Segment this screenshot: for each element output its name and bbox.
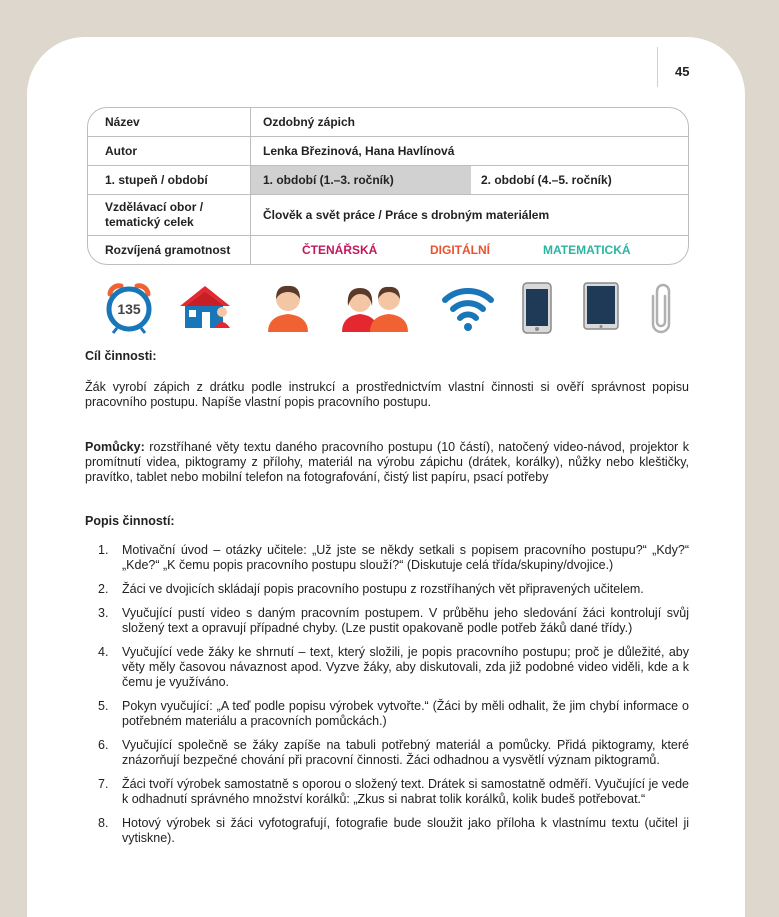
literacy-reading: ČTENÁŘSKÁ [302,243,378,257]
goal-text: Žák vyrobí zápich z drátku podle instrukcí a prostřednictvím vlastní činnosti si ověří správnost popisu pracovního postupu. Napíše vlastní popis pracovního postupu. [85,380,689,409]
activity-steps [96,543,689,855]
list-item [96,699,689,729]
list-item [96,777,689,807]
field-label: Vzdělávací obor / tematický celek [88,195,251,235]
step-text: Vyučující společně se žáky zapíše na tabuli potřebný materiál a pomůcky. Přidá piktogramy, které znázorňují bezpečné chování při pracovní činnosti. Žáci odhadnou a vysvětlí význam piktogramů. [122,738,689,767]
step-number: 8. [98,816,109,830]
page-number: 45 [675,64,690,79]
alarm-clock-icon [104,282,154,334]
step-number: 2. [98,582,109,596]
wifi-icon [442,282,494,334]
aids-paragraph [85,440,689,485]
literacy-label: Rozvíjená gramotnost [88,236,251,264]
page-number-box [657,47,698,87]
list-item [96,606,689,636]
pictogram-row [100,282,680,334]
list-item [96,543,689,573]
goal-heading: Cíl činnosti: [85,349,157,363]
table-row-name [88,108,688,137]
list-item [96,582,689,597]
step-text: Vyučující vede žáky ke shrnutí – text, který složili, je popis pracovního postupu; proč je důležité, aby věty měly časovou návaznost apod. Vyzve žáky, aby diskutovali, zda již podobné video viděli, kde a k čemu je využíváno. [122,645,689,689]
list-item [96,816,689,846]
person-icon [264,282,312,334]
author-label: Autor [88,137,251,165]
literacy-math: MATEMATICKÁ [543,243,631,257]
step-number: 4. [98,645,109,659]
step-text: Hotový výrobek si žáci vyfotografují, fotografie bude sloužit jako příloha k vlastnímu textu (učitel ji vytiskne). [122,816,689,845]
clock-number: 135 [117,301,141,317]
tablet-icon [583,282,619,330]
step-number: 6. [98,738,109,752]
literacy-digital: DIGITÁLNÍ [430,243,490,257]
aids-text: rozstříhané věty textu daného pracovního postupu (10 částí), natočený video-návod, projektor k promítnutí videa, piktogramy z přílohy, materiál na výrobu zápichu (drátek, korálky), nůžky nebo kleštičky, pravítko, tablet nebo mobilní telefon na fotografování, čistý list papíru, psací potřeby [85,440,689,484]
step-text: Žáci ve dvojicích skládají popis pracovního postupu z rozstříhaných vět připravených učitelem. [122,582,644,596]
pair-icon [340,282,410,334]
aids-label: Pomůcky: [85,440,145,454]
table-row-literacy [88,236,688,264]
name-value: Ozdobný zápich [263,115,356,129]
table-row-author [88,137,688,166]
stage-value-first: 1. období (1.–3. ročník) [251,166,471,194]
table-row-field [88,195,688,236]
step-text: Vyučující pustí video s daným pracovním postupem. V průběhu jeho sledování žáci kontrolují svůj složený text a opravují případné chyby. (Lze pustit opakovaně podle potřeb žáků dané třídy.) [122,606,689,635]
stage-value-second: 2. období (4.–5. ročník) [481,173,612,187]
field-value: Člověk a svět práce / Práce s drobným materiálem [263,208,550,222]
table-row-stage [88,166,688,195]
paperclip-icon [650,282,672,334]
step-number: 1. [98,543,109,557]
house-icon [178,282,234,334]
step-number: 5. [98,699,109,713]
step-text: Žáci tvoří výrobek samostatně s oporou o složený text. Drátek si samostatně odměří. Vyučující je vede k odhadnutí správného množství korálků: „Zkus si nabrat tolik korálků, kolik budeš potřebovat.“ [122,777,689,806]
activity-heading: Popis činností: [85,514,175,528]
list-item [96,645,689,690]
phone-icon [522,282,552,334]
step-number: 7. [98,777,109,791]
list-item [96,738,689,768]
step-text: Motivační úvod – otázky učitele: „Už jste se někdy setkali s popisem pracovního postupu?“ „Kdy?“ „Kde?“ „K čemu popis pracovního postupu slouží?“ (Diskutuje celá třída/skupiny/dvojice.) [122,543,689,572]
stage-label: 1. stupeň / období [88,166,251,194]
step-number: 3. [98,606,109,620]
name-label: Název [88,108,251,136]
info-table [87,107,689,265]
author-value: Lenka Březinová, Hana Havlínová [263,144,455,158]
step-text: Pokyn vyučující: „A teď podle popisu výrobek vytvořte.“ (Žáci by měli odhalit, že jim chybí informace o potřebném materiálu a pracovních pomůckách.) [122,699,689,728]
